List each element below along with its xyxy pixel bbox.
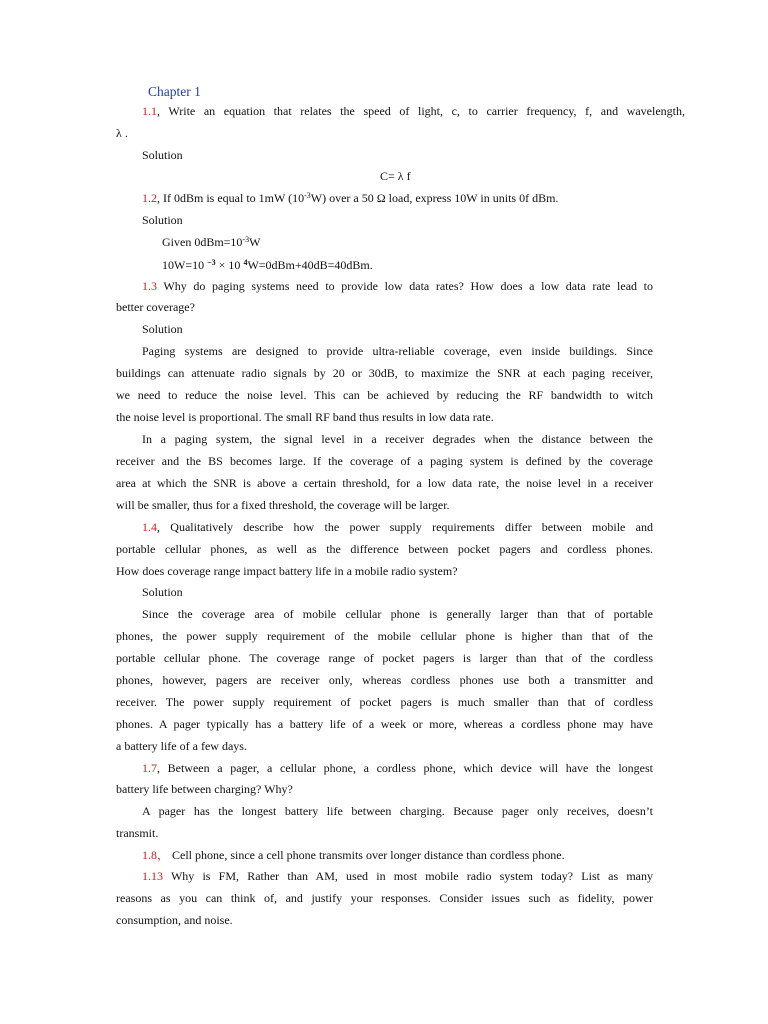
question-1-1-line-1: 1.1, Write an equation that relates the speed of light, c, to carrier frequency, f, and wavelength, bbox=[142, 104, 685, 118]
solution-label: Solution bbox=[142, 213, 183, 227]
solution-label: Solution bbox=[142, 322, 183, 336]
question-number: 1.1 bbox=[142, 104, 157, 118]
answer-1-4-line: phones, however, pagers are receiver only, whereas cordless phones use both a transmitter and bbox=[116, 673, 653, 687]
question-1-7-line-1: 1.7, Between a pager, a cellular phone, a cordless phone, which device will have the longest bbox=[142, 761, 653, 775]
question-1-4-line-1: 1.4, Qualitatively describe how the power supply requirements differ between mobile and bbox=[142, 520, 653, 534]
answer-1-3-p1-line: the noise level is proportional. The small RF band thus results in low data rate. bbox=[116, 410, 494, 424]
question-1-3-line-2: better coverage? bbox=[116, 300, 195, 314]
question-number: 1.13 bbox=[142, 869, 163, 883]
given-line: Given $0dBm=10^{-3}W$ bbox=[162, 235, 261, 249]
question-1-4-line-3: How does coverage range impact battery life in a mobile radio system? bbox=[116, 564, 458, 578]
answer-1-4-line: Since the coverage area of mobile cellular phone is generally larger than that of portable bbox=[142, 607, 653, 621]
answer-1-4-line: phones, the power supply requirement of the mobile cellular phone is higher than that of the bbox=[116, 629, 653, 643]
question-number: 1.8 bbox=[142, 848, 157, 862]
question-number: 1.2 bbox=[142, 191, 157, 205]
answer-1-7-line-2: transmit. bbox=[116, 826, 159, 840]
answer-1-7-line-1: A pager has the longest battery life between charging. Because pager only receives, doesn’t bbox=[142, 804, 653, 818]
answer-1-3-p1-line: Paging systems are designed to provide ultra-reliable coverage, even inside buildings. Since bbox=[142, 344, 653, 358]
question-1-1-line-2: λ . bbox=[116, 126, 128, 140]
question-1-2: 1.2, If 0dBm is equal to 1mW $(10^{-3}W)$ over a 50 Ω load, express 10W in units 0f dBm. bbox=[142, 191, 559, 205]
question-1-7-line-2: battery life between charging? Why? bbox=[116, 782, 293, 796]
question-1-8: 1.8， Cell phone, since a cell phone transmits over longer distance than cordless phone. bbox=[142, 848, 565, 862]
question-1-4-line-2: portable cellular phones, as well as the difference between pocket pagers and cordless phones. bbox=[116, 542, 653, 556]
chapter-heading: Chapter 1 bbox=[148, 84, 201, 99]
answer-1-3-p2-line: In a paging system, the signal level in a receiver degrades when the distance between the bbox=[142, 432, 653, 446]
answer-1-4-line: phones. A pager typically has a battery life of a week or more, whereas a cordless phone may have bbox=[116, 717, 653, 731]
question-1-3-line-1: 1.3 Why do paging systems need to provide low data rates? How does a low data rate lead to bbox=[142, 279, 653, 293]
calculation-line: 10W=10 $^{-3}$ × 10 $^4$W=0dBm+40dB=40dBm. bbox=[162, 258, 373, 272]
answer-1-4-line: a battery life of a few days. bbox=[116, 739, 247, 753]
question-number: 1.4 bbox=[142, 520, 157, 534]
equation: C= λ f bbox=[380, 169, 411, 183]
question-number: 1.3 bbox=[142, 279, 157, 293]
answer-1-3-p2-line: receiver and the BS becomes large. If the coverage of a paging system is defined by the coverage bbox=[116, 454, 653, 468]
answer-1-3-p1-line: we need to reduce the noise level. This can be achieved by reducing the RF bandwidth to witch bbox=[116, 388, 653, 402]
question-1-13-line-1: 1.13 Why is FM, Rather than AM, used in most mobile radio system today? List as many bbox=[142, 869, 653, 883]
question-1-13-line-2: reasons as you can think of, and justify your responses. Consider issues such as fidelity, power bbox=[116, 891, 653, 905]
question-number: 1.7 bbox=[142, 761, 157, 775]
solution-label: Solution bbox=[142, 585, 183, 599]
solution-label: Solution bbox=[142, 148, 183, 162]
answer-1-3-p2-line: will be smaller, thus for a fixed threshold, the coverage will be larger. bbox=[116, 498, 450, 512]
answer-1-3-p1-line: buildings can attenuate radio signals by 20 or 30dB, to maximize the SNR at each paging receiver, bbox=[116, 366, 653, 380]
question-1-13-line-3: consumption, and noise. bbox=[116, 913, 233, 927]
answer-1-4-line: portable cellular phone. The coverage range of pocket pagers is larger than that of the cordless bbox=[116, 651, 653, 665]
answer-1-3-p2-line: area at which the SNR is above a certain threshold, for a low data rate, the noise level in a receiver bbox=[116, 476, 653, 490]
answer-1-4-line: receiver. The power supply requirement of pocket pagers is much smaller than that of cordless bbox=[116, 695, 653, 709]
